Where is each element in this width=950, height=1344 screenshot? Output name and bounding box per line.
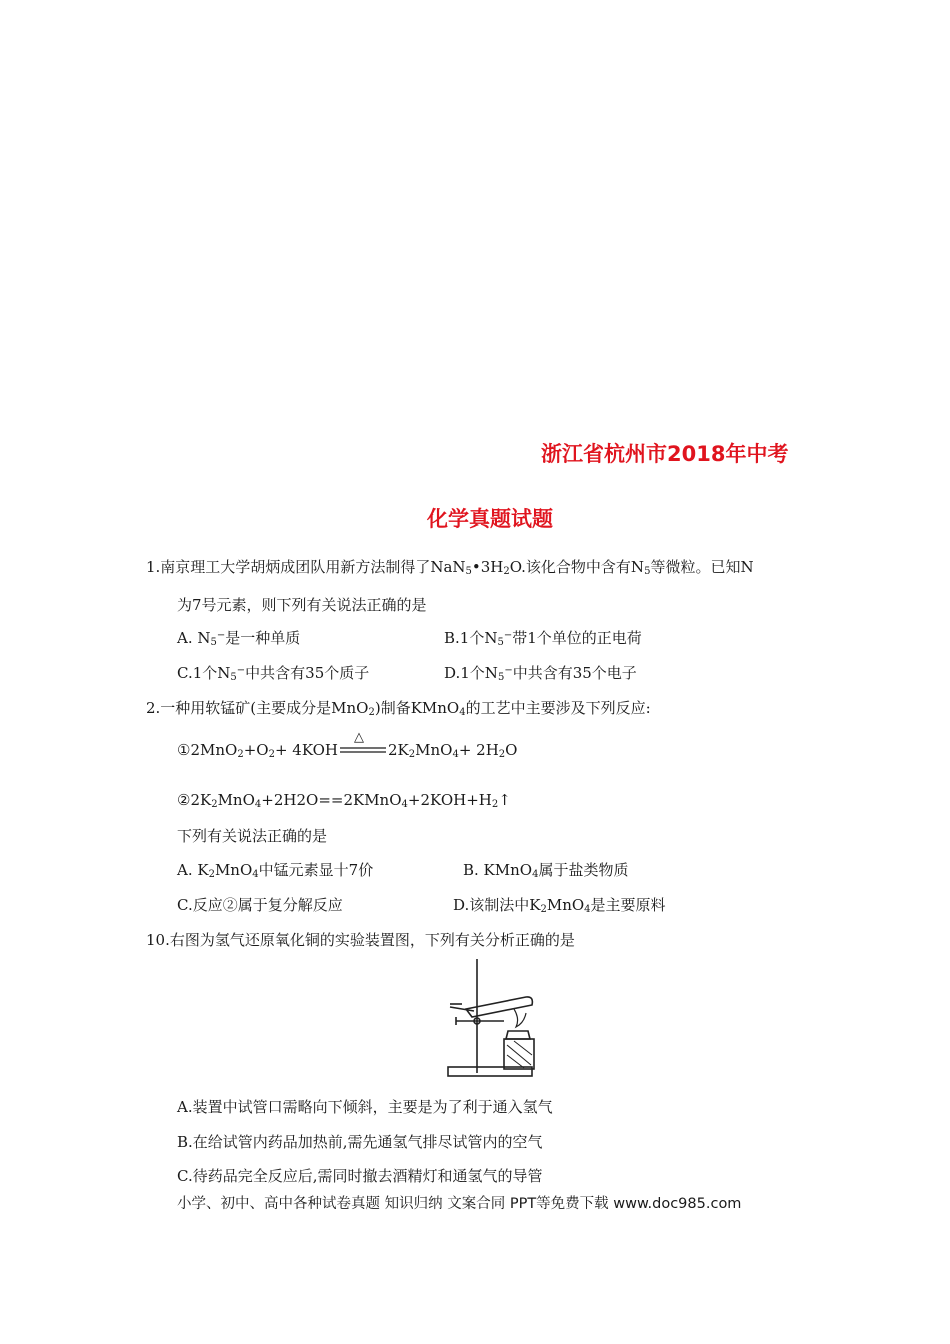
q2-stem-part: )制备KMnO — [374, 699, 460, 717]
equation-text: MnO — [217, 791, 255, 809]
option-text: B. KMnO — [463, 861, 533, 879]
q2-stem-part: 的工艺中主要涉及下列反应: — [465, 699, 651, 717]
option-text: 是一种单质 — [225, 629, 301, 647]
q1-option-b — [444, 627, 642, 648]
subscript: 4 — [532, 869, 539, 880]
option-text: 带1个单位的正电荷 — [512, 629, 642, 647]
option-text: D.该制法中K — [453, 896, 541, 914]
q2-equation-2 — [177, 791, 511, 810]
equation-text: ②2K — [177, 791, 212, 809]
equation-text: MnO — [415, 741, 453, 759]
option-text: C.1个N — [177, 664, 231, 682]
q1-stem — [146, 556, 754, 577]
q1-option-c — [177, 662, 369, 683]
subscript: 2 — [408, 749, 416, 760]
hydrogen-reduction-apparatus-figure — [444, 955, 539, 1080]
subscript: 2 — [540, 904, 547, 915]
superscript: − — [503, 630, 513, 641]
q10-option-a: A.装置中试管口需略向下倾斜，主要是为了利于通入氢气 — [177, 1098, 553, 1116]
equation-text: +O — [243, 741, 269, 759]
subscript: 4 — [252, 869, 259, 880]
q2-option-d — [453, 894, 666, 915]
subscript: 5 — [230, 672, 237, 683]
option-text: 中共含有35个质子 — [245, 664, 370, 682]
subscript: 2 — [237, 749, 244, 760]
option-text: 中锰元素显十7价 — [258, 861, 374, 879]
double-line-icon — [338, 739, 388, 759]
option-text: B.1个N — [444, 629, 498, 647]
superscript: − — [236, 665, 246, 676]
up-arrow-icon: ↑ — [498, 791, 511, 809]
subscript: 2 — [503, 566, 510, 577]
equation-text: + 4KOH — [274, 741, 338, 759]
heat-equals-sign — [338, 730, 388, 759]
option-text: 是主要原料 — [590, 896, 666, 914]
q10-stem: 10.右图为氢气还原氧化铜的实验装置图，下列有关分析正确的是 — [146, 931, 575, 949]
page-title-line2: 化学真题试题 — [427, 507, 553, 531]
q2-equation-1 — [177, 730, 518, 760]
subscript: 2 — [208, 869, 215, 880]
q2-prompt: 下列有关说法正确的是 — [177, 827, 328, 845]
subscript: 2 — [368, 707, 375, 718]
q2-option-c: C.反应②属于复分解反应 — [177, 896, 343, 914]
subscript: 5 — [644, 566, 651, 577]
subscript: 4 — [254, 799, 262, 810]
subscript: 5 — [497, 637, 504, 648]
option-text: 属于盐类物质 — [538, 861, 629, 879]
equation-text: 2K — [388, 741, 409, 759]
q1-stem-line2: 为7号元素，则下列有关说法正确的是 — [177, 596, 427, 614]
subscript: 5 — [497, 672, 505, 683]
subscript: 4 — [452, 749, 459, 760]
q2-stem-part: 2.一种用软锰矿(主要成分是MnO — [146, 699, 369, 717]
delta-heat-icon: △ — [354, 730, 364, 745]
q1-option-d — [444, 662, 637, 683]
q2-option-a — [177, 859, 373, 880]
page-title-line1: 浙江省杭州市2018年中考 — [541, 442, 789, 466]
q1-stem-part: 等微粒。已知N — [650, 558, 754, 576]
q1-stem-part: •3H — [471, 558, 504, 576]
q2-option-b — [463, 859, 628, 880]
q10-option-c: C.待药品完全反应后,需同时撤去酒精灯和通氢气的导管 — [177, 1167, 543, 1185]
option-text: D.1个N — [444, 664, 498, 682]
subscript: 5 — [465, 566, 472, 577]
q1-option-a — [177, 627, 300, 648]
subscript: 5 — [210, 637, 217, 648]
superscript: − — [504, 665, 513, 676]
subscript: 2 — [491, 799, 499, 810]
option-text: A. N — [177, 629, 211, 647]
q1-stem-part: 1.南京理工大学胡炳成团队用新方法制得了NaN — [146, 558, 466, 576]
subscript: 2 — [268, 749, 275, 760]
subscript: 4 — [459, 707, 466, 718]
equation-text: O — [505, 741, 518, 759]
q2-stem — [146, 697, 651, 718]
superscript: − — [216, 630, 226, 641]
subscript: 4 — [401, 799, 408, 810]
option-text: A. K — [177, 861, 209, 879]
q10-option-b: B.在给试管内药品加热前,需先通氢气排尽试管内的空气 — [177, 1133, 543, 1151]
page-footer: 小学、初中、高中各种试卷真题 知识归纳 文案合同 PPT等免费下载 www.doc985.com — [177, 1196, 742, 1212]
q1-stem-part: O.该化合物中含有N — [509, 558, 645, 576]
equation-text: + 2H — [458, 741, 499, 759]
option-text: MnO — [214, 861, 253, 879]
equation-text: +2KOH+H — [407, 791, 492, 809]
equation-text: +2H2O==2KMnO — [261, 791, 402, 809]
equation-text: ①2MnO — [177, 741, 238, 759]
subscript: 4 — [584, 904, 591, 915]
option-text: 中共含有35个电子 — [512, 664, 637, 682]
subscript: 2 — [498, 749, 506, 760]
subscript: 2 — [211, 799, 218, 810]
option-text: MnO — [546, 896, 585, 914]
